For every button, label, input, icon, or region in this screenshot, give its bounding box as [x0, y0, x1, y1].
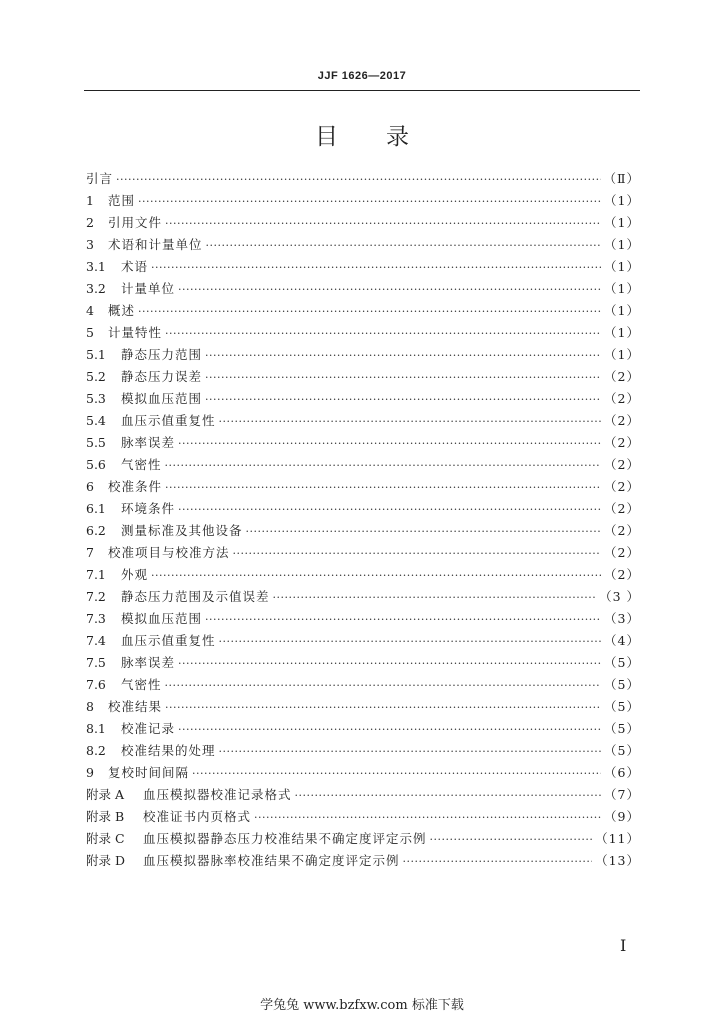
toc-entry[interactable] — [86, 806, 640, 828]
toc-leader-dots — [205, 367, 601, 389]
toc-entry-page: （9） — [604, 809, 640, 824]
toc-entry[interactable] — [86, 762, 640, 784]
toc-entry-label: 外观 — [121, 567, 149, 582]
toc-entry-label: 血压模拟器脉率校准结果不确定度评定示例 — [143, 853, 400, 868]
toc-entry-label: 血压示值重复性 — [121, 633, 216, 648]
toc-entry-label: 校准记录 — [121, 721, 176, 736]
toc-entry-label: 引言 — [86, 171, 114, 186]
toc-entry-label: 静态压力范围及示值误差 — [121, 589, 270, 604]
toc-leader-dots — [233, 543, 602, 565]
toc-entry[interactable] — [86, 432, 640, 454]
toc-entry[interactable] — [86, 300, 640, 322]
toc-entry-page: （3 ） — [599, 589, 640, 604]
footer-watermark: 学兔兔 www.bzfxw.com 标准下载 — [260, 998, 464, 1013]
toc-leader-dots — [192, 763, 601, 785]
toc-leader-dots — [205, 345, 601, 367]
toc-entry-label: 环境条件 — [121, 501, 176, 516]
toc-leader-dots — [205, 609, 601, 631]
toc-entry-number: 3 — [86, 237, 94, 252]
toc-leader-dots — [165, 477, 601, 499]
toc-entry-number: 8.2 — [86, 743, 106, 758]
toc-entry[interactable] — [86, 630, 640, 652]
toc-entry-number: 7.5 — [86, 655, 106, 670]
toc-leader-dots — [151, 565, 601, 587]
toc-entry-page: （1） — [604, 259, 640, 274]
toc-entry-page: （5） — [604, 699, 640, 714]
toc-leader-dots — [165, 213, 601, 235]
toc-entry-number: 附录 B — [86, 809, 125, 824]
toc-entry-page: （1） — [604, 215, 640, 230]
toc-entry-page: （4） — [604, 633, 640, 648]
toc-entry-page: （1） — [604, 237, 640, 252]
toc-leader-dots — [165, 675, 602, 697]
toc-entry[interactable] — [86, 278, 640, 300]
toc-entry-number: 4 — [86, 303, 94, 318]
toc-entry[interactable] — [86, 256, 640, 278]
toc-leader-dots — [246, 521, 602, 543]
toc-entry-number: 5.4 — [86, 413, 106, 428]
toc-entry-page: （2） — [604, 413, 640, 428]
toc-entry[interactable] — [86, 850, 640, 872]
toc-entry-label: 气密性 — [121, 677, 162, 692]
toc-entry-label: 测量标准及其他设备 — [121, 523, 243, 538]
toc-leader-dots — [178, 499, 601, 521]
toc-entry-page: （2） — [604, 457, 640, 472]
table-of-contents — [86, 168, 640, 872]
toc-entry-page: （5） — [604, 743, 640, 758]
toc-entry-page: （2） — [604, 479, 640, 494]
page-title: 目录 — [315, 124, 457, 150]
toc-entry-page: （2） — [604, 501, 640, 516]
toc-entry[interactable] — [86, 608, 640, 630]
toc-entry-number: 8 — [86, 699, 94, 714]
toc-entry-label: 气密性 — [121, 457, 162, 472]
toc-leader-dots — [430, 829, 593, 851]
toc-entry[interactable] — [86, 190, 640, 212]
toc-entry-number: 6.2 — [86, 523, 106, 538]
toc-entry[interactable] — [86, 674, 640, 696]
toc-entry-label: 静态压力范围 — [121, 347, 203, 362]
toc-entry-label: 血压示值重复性 — [121, 413, 216, 428]
toc-entry[interactable] — [86, 586, 640, 608]
toc-leader-dots — [295, 785, 602, 807]
toc-entry-page: （13） — [595, 853, 640, 868]
toc-entry-number: 6.1 — [86, 501, 106, 516]
toc-entry-label: 模拟血压范围 — [121, 611, 203, 626]
toc-entry-label: 校准证书内页格式 — [143, 809, 252, 824]
toc-leader-dots — [138, 301, 601, 323]
toc-entry-number: 5 — [86, 325, 94, 340]
toc-entry[interactable] — [86, 476, 640, 498]
toc-leader-dots — [165, 697, 601, 719]
toc-entry[interactable] — [86, 564, 640, 586]
toc-entry-number: 5.2 — [86, 369, 106, 384]
page-number: I — [620, 936, 627, 955]
toc-entry-number: 7 — [86, 545, 94, 560]
toc-entry[interactable] — [86, 718, 640, 740]
toc-entry-label: 脉率误差 — [121, 655, 176, 670]
toc-leader-dots — [165, 455, 602, 477]
toc-entry-page: （2） — [604, 369, 640, 384]
toc-entry-number: 7.2 — [86, 589, 106, 604]
toc-entry[interactable] — [86, 740, 640, 762]
toc-entry-label: 计量单位 — [121, 281, 176, 296]
toc-entry-number: 5.6 — [86, 457, 106, 472]
toc-entry[interactable] — [86, 344, 640, 366]
toc-entry-number: 5.3 — [86, 391, 106, 406]
toc-entry-label: 引用文件 — [108, 215, 163, 230]
toc-entry[interactable] — [86, 410, 640, 432]
toc-entry-number: 8.1 — [86, 721, 106, 736]
toc-entry-page: （1） — [604, 347, 640, 362]
toc-entry-page: （2） — [604, 567, 640, 582]
toc-entry-label: 术语 — [121, 259, 149, 274]
toc-entry[interactable] — [86, 388, 640, 410]
toc-entry-page: （1） — [604, 303, 640, 318]
toc-leader-dots — [165, 323, 601, 345]
toc-entry-number: 1 — [86, 193, 94, 208]
toc-entry-page: （1） — [604, 193, 640, 208]
toc-entry-label: 血压模拟器静态压力校准结果不确定度评定示例 — [143, 831, 427, 846]
toc-entry-page: （5） — [604, 677, 640, 692]
toc-leader-dots — [219, 741, 602, 763]
toc-entry-label: 校准结果 — [108, 699, 163, 714]
toc-entry[interactable] — [86, 168, 640, 190]
toc-leader-dots — [273, 587, 597, 609]
toc-entry-number: 7.3 — [86, 611, 106, 626]
toc-entry-page: （5） — [604, 721, 640, 736]
toc-entry-number: 3.1 — [86, 259, 106, 274]
toc-entry-number: 6 — [86, 479, 94, 494]
toc-entry-label: 校准项目与校准方法 — [108, 545, 230, 560]
toc-leader-dots — [219, 411, 602, 433]
toc-leader-dots — [151, 257, 601, 279]
toc-entry-page: （5） — [604, 655, 640, 670]
toc-entry[interactable] — [86, 366, 640, 388]
toc-leader-dots — [219, 631, 602, 653]
toc-entry-label: 脉率误差 — [121, 435, 176, 450]
toc-entry[interactable] — [86, 784, 640, 806]
toc-entry[interactable] — [86, 212, 640, 234]
toc-entry-number: 3.2 — [86, 281, 106, 296]
toc-entry-label: 复校时间间隔 — [108, 765, 190, 780]
toc-leader-dots — [403, 851, 593, 873]
toc-leader-dots — [116, 169, 600, 191]
toc-entry[interactable] — [86, 322, 640, 344]
toc-entry-page: （1） — [604, 325, 640, 340]
toc-entry-label: 血压模拟器校准记录格式 — [143, 787, 292, 802]
toc-leader-dots — [178, 279, 601, 301]
toc-entry-label: 校准结果的处理 — [121, 743, 216, 758]
toc-entry[interactable] — [86, 498, 640, 520]
toc-entry-label: 范围 — [108, 193, 136, 208]
toc-entry-number: 5.5 — [86, 435, 106, 450]
toc-entry-number: 7.6 — [86, 677, 106, 692]
toc-entry-page: （7） — [604, 787, 640, 802]
toc-entry-page: （2） — [604, 435, 640, 450]
toc-entry[interactable] — [86, 234, 640, 256]
toc-entry-number: 附录 C — [86, 831, 125, 846]
toc-entry[interactable] — [86, 520, 640, 542]
toc-leader-dots — [254, 807, 601, 829]
toc-leader-dots — [138, 191, 601, 213]
toc-entry[interactable] — [86, 454, 640, 476]
toc-entry[interactable] — [86, 652, 640, 674]
toc-entry[interactable] — [86, 828, 640, 850]
toc-entry-page: （3） — [604, 611, 640, 626]
toc-entry-number: 附录 A — [86, 787, 125, 802]
toc-leader-dots — [178, 719, 601, 741]
document-code: JJF 1626—2017 — [317, 70, 407, 82]
toc-entry-label: 术语和计量单位 — [108, 237, 203, 252]
toc-entry-page: （2） — [604, 391, 640, 406]
toc-entry-page: （2） — [604, 523, 640, 538]
toc-entry-label: 概述 — [108, 303, 136, 318]
toc-entry-page: （2） — [604, 545, 640, 560]
toc-entry-number: 9 — [86, 765, 94, 780]
toc-leader-dots — [206, 235, 602, 257]
toc-entry-number: 5.1 — [86, 347, 106, 362]
toc-leader-dots — [205, 389, 601, 411]
toc-entry-label: 静态压力误差 — [121, 369, 203, 384]
toc-leader-dots — [178, 433, 601, 455]
toc-entry[interactable] — [86, 542, 640, 564]
toc-entry-page: （1） — [604, 281, 640, 296]
toc-entry-number: 7.1 — [86, 567, 106, 582]
toc-entry-number: 7.4 — [86, 633, 106, 648]
toc-entry-page: （11） — [595, 831, 640, 846]
toc-leader-dots — [178, 653, 601, 675]
toc-entry[interactable] — [86, 696, 640, 718]
toc-entry-page: （6） — [604, 765, 640, 780]
toc-entry-page: （Ⅱ） — [603, 171, 640, 186]
toc-entry-label: 计量特性 — [108, 325, 163, 340]
header-divider — [84, 90, 640, 91]
toc-entry-number: 2 — [86, 215, 94, 230]
toc-entry-number: 附录 D — [86, 853, 125, 868]
toc-entry-label: 模拟血压范围 — [121, 391, 203, 406]
toc-entry-label: 校准条件 — [108, 479, 163, 494]
